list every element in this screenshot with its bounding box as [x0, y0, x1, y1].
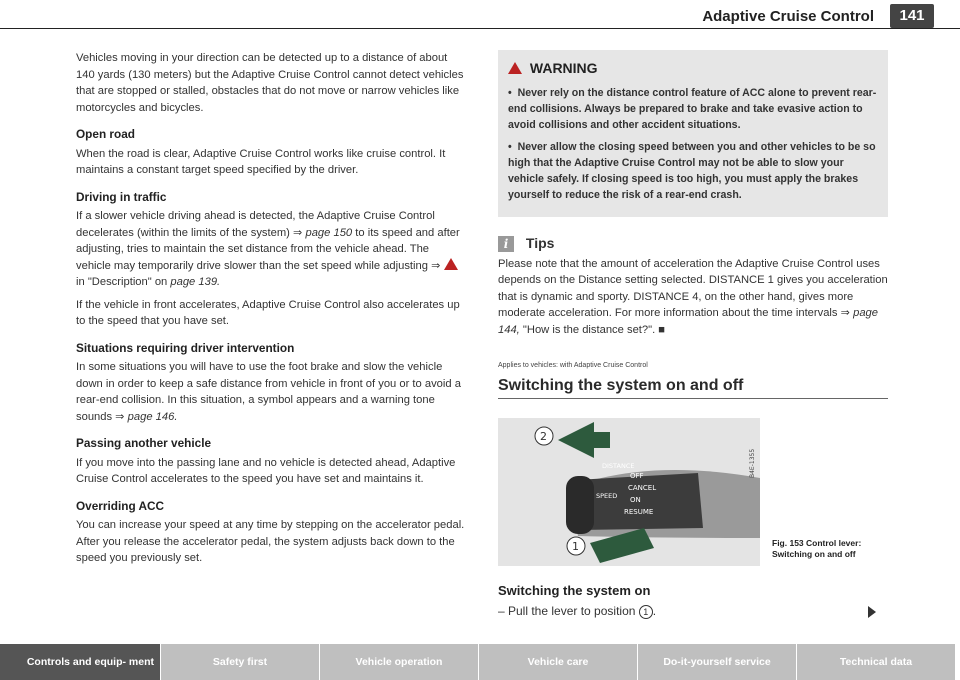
- page-link[interactable]: page 150: [305, 226, 353, 239]
- footer-tab-safety[interactable]: Safety first: [161, 644, 319, 680]
- accel-paragraph: If the vehicle in front accelerates, Adaptive Cruise Control also accelerates up to the speed that you have set.: [76, 298, 460, 327]
- passing-heading: Passing another vehicle: [76, 436, 212, 450]
- override-paragraph: You can increase your speed at any time by stepping on the accelerator pedal. After you release the accelerator pedal, the system adjusts back down to the speed you previously set.: [76, 519, 465, 564]
- switching-on-step: – Pull the lever to position 1 .: [498, 604, 657, 618]
- open-road-paragraph: When the road is clear, Adaptive Cruise Control works like cruise control. It maintains a constant target speed specified by the driver.: [76, 147, 446, 176]
- page-number: 141: [890, 4, 934, 28]
- position-1-badge: 1: [639, 605, 653, 619]
- open-road-heading: Open road: [76, 127, 135, 141]
- lever-cancel-label: CANCEL: [628, 484, 657, 492]
- warning-icon: [444, 258, 458, 270]
- override-heading: Overriding ACC: [76, 498, 165, 513]
- page-header-title: Adaptive Cruise Control: [702, 8, 874, 25]
- switching-on-heading: Switching the system on: [498, 583, 651, 598]
- lever-speed-label: SPEED: [596, 492, 618, 500]
- lever-on-label: ON: [630, 496, 641, 504]
- warning-item: • Never allow the closing speed between you and other vehicles to be so high that the Adaptive Cruise Control may not be able to slow your vehicle safely. If closing speed is too high, you must apply the brakes yourself to reduce the risk of a rear-end crash.: [508, 140, 876, 201]
- continue-arrow-icon: [868, 606, 876, 618]
- traffic-paragraph: If a slower vehicle driving ahead is detected, the Adaptive Cruise Control decelerates (within the limits of the system) ⇒ page 150 to its speed and after adjusting, tries to maintain the set distance from the vehicle ahead. The vehicle may temporarily drive slower than the set speed while adjusting ⇒ in "Description" on page 139.: [76, 210, 460, 288]
- footer-tab-technical[interactable]: Technical data: [797, 644, 955, 680]
- intro-paragraph: Vehicles moving in your direction can be detected up to a distance of about 140 yards (130 meters) but the Adaptive Cruise Control cannot detect vehicles that are stopped or stalled, obstacles that do not move or narrow vehicles like motorcycles and bicycles.: [76, 52, 464, 114]
- intervention-heading: Situations requiring driver intervention: [76, 340, 295, 355]
- lever-off-label: OFF: [630, 472, 644, 480]
- lever-distance-label: DISTANCE: [602, 462, 635, 470]
- warning-item: • Never rely on the distance control feature of ACC alone to prevent rear-end collisions. Always be prepared to brake and take evasive action to avoid collisions and other accident situations.: [508, 86, 877, 131]
- figure-control-lever: [498, 418, 760, 566]
- tips-paragraph: Please note that the amount of acceleration the Adaptive Cruise Control uses depends on the Distance setting selected. DISTANCE 1 gives you acceleration that is dynamic and sporty. DISTANCE 4, on the other hand, gives more moderate acceleration. For more information about the time intervals ⇒ page 144, "How is the distance set?". ■: [498, 257, 888, 336]
- svg-text:2: 2: [540, 430, 547, 443]
- tips-heading: i Tips: [498, 235, 888, 252]
- left-column: [76, 50, 466, 573]
- warning-box: [498, 50, 888, 217]
- figure-caption: Fig. 153 Control lever: Switching on and off: [772, 538, 862, 559]
- footer-nav: [0, 644, 960, 680]
- footer-tab-operation[interactable]: Vehicle operation: [320, 644, 478, 680]
- page-link[interactable]: page 144,: [498, 307, 878, 336]
- warning-title: WARNING: [508, 60, 878, 77]
- traffic-heading: Driving in traffic: [76, 189, 167, 204]
- footer-tab-care[interactable]: Vehicle care: [479, 644, 637, 680]
- figure-code: B4E-1355: [749, 448, 756, 478]
- warning-icon: [508, 62, 522, 74]
- info-icon: i: [498, 236, 514, 252]
- lever-resume-label: RESUME: [624, 508, 654, 516]
- applies-note: Applies to vehicles: with Adaptive Cruise Control: [498, 362, 648, 369]
- lever-illustration: [498, 418, 760, 566]
- right-column: [498, 50, 888, 399]
- footer-tab-diy[interactable]: Do-it-yourself service: [638, 644, 796, 680]
- intervention-paragraph: In some situations you will have to use the foot brake and slow the vehicle down in order to keep a safe distance from vehicle in front of you or to avoid a rear-end collision. In this situation, a symbol appears and a warning tone sounds ⇒ page 146.: [76, 361, 461, 423]
- passing-paragraph: If you move into the passing lane and no vehicle is detected ahead, Adaptive Cruise Control accelerates to the speed you have set and maintains it.: [76, 456, 456, 485]
- footer-tab-controls[interactable]: Controls and equip- ment: [0, 644, 160, 680]
- svg-text:1: 1: [572, 540, 579, 553]
- header-rule: [0, 28, 960, 29]
- page-link[interactable]: page 139.: [170, 276, 221, 288]
- section-title: Switching the system on and off: [498, 378, 888, 400]
- page-link[interactable]: page 146.: [127, 410, 178, 423]
